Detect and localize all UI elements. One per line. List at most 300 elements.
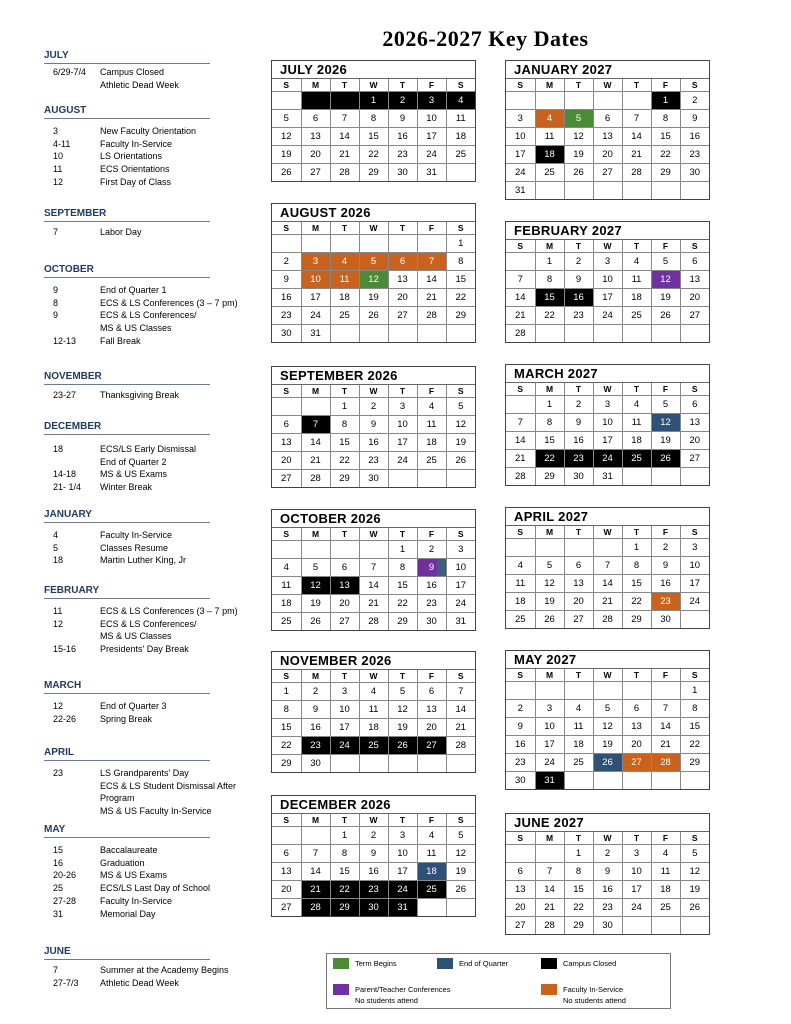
calendar-empty-cell bbox=[359, 235, 388, 253]
weekday-header: W bbox=[359, 79, 388, 92]
calendar-empty-cell bbox=[272, 398, 301, 416]
calendar-day: 16 bbox=[272, 289, 301, 307]
calendar-day: 11 bbox=[417, 416, 446, 434]
calendar-day: 19 bbox=[388, 719, 417, 737]
calendar-day: 13 bbox=[593, 128, 622, 146]
weekday-header: F bbox=[417, 814, 446, 827]
event-text: Faculty In-Service bbox=[100, 138, 173, 149]
calendar-day: 14 bbox=[535, 881, 564, 899]
calendar-day: 15 bbox=[446, 271, 475, 289]
section-january bbox=[44, 509, 214, 566]
calendar-day: 5 bbox=[680, 845, 709, 863]
calendar-month-title: JANUARY 2027 bbox=[506, 61, 709, 79]
calendar-day: 14 bbox=[506, 432, 535, 450]
calendar-day: 9 bbox=[564, 271, 593, 289]
calendar-day: 8 bbox=[272, 701, 301, 719]
calendar-day: 16 bbox=[417, 577, 446, 595]
calendar-day: 30 bbox=[680, 164, 709, 182]
calendar-day: 16 bbox=[680, 128, 709, 146]
calendar-day: 26 bbox=[651, 450, 680, 468]
calendar-day: 2 bbox=[388, 92, 417, 110]
calendar-day: 21 bbox=[506, 307, 535, 325]
weekday-header: F bbox=[651, 79, 680, 92]
calendar-day: 5 bbox=[359, 253, 388, 271]
calendar-day: 18 bbox=[651, 881, 680, 899]
calendar-day: 14 bbox=[359, 577, 388, 595]
calendar-day: 8 bbox=[446, 253, 475, 271]
calendar-day: 5 bbox=[564, 110, 593, 128]
event-date: 11 bbox=[53, 164, 63, 175]
legend-sublabel: No students attend bbox=[355, 996, 418, 1005]
weekday-header: S bbox=[506, 240, 535, 253]
calendar-day: 11 bbox=[622, 414, 651, 432]
calendar-day: 8 bbox=[680, 700, 709, 718]
calendar-day: 17 bbox=[680, 575, 709, 593]
calendar-day: 25 bbox=[272, 613, 301, 631]
section-title: FEBRUARY bbox=[44, 585, 210, 599]
event-text: MS & US Faculty In-Service bbox=[100, 806, 212, 817]
calendar-day: 13 bbox=[388, 271, 417, 289]
calendar-empty-cell bbox=[417, 235, 446, 253]
calendar-day: 19 bbox=[301, 595, 330, 613]
calendar-day: 27 bbox=[593, 164, 622, 182]
calendar-day: 30 bbox=[388, 164, 417, 182]
calendar-empty-cell bbox=[535, 325, 564, 343]
calendar-day: 11 bbox=[622, 271, 651, 289]
calendar-day: 27 bbox=[506, 917, 535, 935]
event-text: End of Quarter 2 bbox=[100, 456, 167, 467]
calendar-november-2026 bbox=[271, 651, 476, 773]
legend-swatch bbox=[541, 984, 557, 995]
event-date: 20-26 bbox=[53, 870, 77, 881]
legend-swatch bbox=[541, 958, 557, 969]
event-date: 15-16 bbox=[53, 644, 77, 655]
calendar-day: 3 bbox=[446, 541, 475, 559]
calendar-day: 1 bbox=[388, 541, 417, 559]
calendar-empty-cell bbox=[272, 92, 301, 110]
calendar-day: 11 bbox=[417, 845, 446, 863]
calendar-empty-cell bbox=[272, 827, 301, 845]
calendar-day: 26 bbox=[388, 737, 417, 755]
event-date: 22-26 bbox=[53, 713, 77, 724]
calendar-day: 18 bbox=[506, 593, 535, 611]
weekday-header: S bbox=[272, 528, 301, 541]
calendar-day: 9 bbox=[301, 701, 330, 719]
event-date: 3 bbox=[53, 126, 59, 136]
calendar-april-2027 bbox=[505, 507, 710, 629]
event-text: MS & US Exams bbox=[100, 469, 168, 480]
calendar-day: 9 bbox=[593, 863, 622, 881]
calendar-day: 28 bbox=[593, 611, 622, 629]
calendar-day: 4 bbox=[417, 827, 446, 845]
calendar-day: 20 bbox=[680, 432, 709, 450]
event-date: 4 bbox=[53, 530, 59, 540]
calendar-empty-cell bbox=[651, 682, 680, 700]
calendar-day: 20 bbox=[388, 289, 417, 307]
calendar-day: 2 bbox=[593, 845, 622, 863]
calendar-day: 9 bbox=[651, 557, 680, 575]
weekday-header: T bbox=[564, 832, 593, 845]
event-text: ECS/LS Last Day of School bbox=[100, 883, 211, 894]
event-text: ECS & LS Student Dismissal After bbox=[100, 780, 237, 791]
event-date: 27-28 bbox=[53, 895, 77, 906]
event-text: Labor Day bbox=[100, 227, 142, 237]
calendar-day: 10 bbox=[388, 416, 417, 434]
calendar-day: 25 bbox=[535, 164, 564, 182]
calendar-day: 6 bbox=[680, 253, 709, 271]
calendar-day: 4 bbox=[272, 559, 301, 577]
event-date: 23-27 bbox=[53, 390, 77, 400]
section-february bbox=[44, 585, 238, 655]
calendar-day: 20 bbox=[417, 719, 446, 737]
calendar-day: 22 bbox=[564, 899, 593, 917]
calendar-day: 10 bbox=[301, 271, 330, 289]
calendar-empty-cell bbox=[301, 235, 330, 253]
event-text: LS Orientations bbox=[100, 151, 163, 162]
calendar-february-2027 bbox=[505, 221, 710, 343]
calendar-day: 1 bbox=[446, 235, 475, 253]
section-november bbox=[44, 371, 214, 400]
legend-swatch bbox=[333, 984, 349, 995]
calendar-empty-cell bbox=[651, 772, 680, 790]
calendar-day: 26 bbox=[272, 164, 301, 182]
calendar-day: 10 bbox=[593, 414, 622, 432]
calendar-day: 8 bbox=[388, 559, 417, 577]
event-date: 27-7/3 bbox=[53, 977, 79, 988]
calendar-day: 18 bbox=[564, 736, 593, 754]
calendar-empty-cell bbox=[680, 772, 709, 790]
calendar-day: 7 bbox=[506, 271, 535, 289]
calendar-day: 24 bbox=[680, 593, 709, 611]
calendar-day: 14 bbox=[301, 434, 330, 452]
calendar-day: 13 bbox=[506, 881, 535, 899]
calendar-day: 11 bbox=[564, 718, 593, 736]
calendar-day: 3 bbox=[388, 827, 417, 845]
calendar-empty-cell bbox=[593, 182, 622, 200]
calendar-day: 23 bbox=[651, 593, 680, 611]
calendar-day: 22 bbox=[388, 595, 417, 613]
section-title: AUGUST bbox=[44, 105, 210, 119]
weekday-header: W bbox=[359, 670, 388, 683]
weekday-header: M bbox=[535, 79, 564, 92]
calendar-day: 12 bbox=[359, 271, 388, 289]
event-text: MS & US Classes bbox=[100, 631, 172, 642]
calendar-day: 24 bbox=[301, 307, 330, 325]
weekday-header: W bbox=[593, 383, 622, 396]
calendar-day: 28 bbox=[417, 307, 446, 325]
weekday-header: S bbox=[680, 832, 709, 845]
calendar-day: 19 bbox=[446, 863, 475, 881]
calendar-day: 29 bbox=[535, 468, 564, 486]
weekday-header: M bbox=[535, 383, 564, 396]
event-date: 10 bbox=[53, 151, 64, 162]
calendar-empty-cell bbox=[622, 682, 651, 700]
calendar-empty-cell bbox=[388, 470, 417, 488]
weekday-header: S bbox=[680, 79, 709, 92]
event-text: MS & US Exams bbox=[100, 870, 168, 881]
weekday-header: S bbox=[272, 814, 301, 827]
calendar-day: 1 bbox=[535, 253, 564, 271]
weekday-header: F bbox=[651, 526, 680, 539]
calendar-day: 14 bbox=[593, 575, 622, 593]
weekday-header: M bbox=[301, 385, 330, 398]
calendar-may-2027 bbox=[505, 650, 710, 790]
calendar-day: 2 bbox=[680, 92, 709, 110]
calendar-day: 7 bbox=[330, 110, 359, 128]
calendar-day: 25 bbox=[564, 754, 593, 772]
calendar-day: 17 bbox=[593, 432, 622, 450]
calendar-day: 10 bbox=[417, 110, 446, 128]
calendar-day: 22 bbox=[272, 737, 301, 755]
calendar-day: 5 bbox=[651, 396, 680, 414]
calendar-day: 3 bbox=[330, 683, 359, 701]
calendar-day: 19 bbox=[564, 146, 593, 164]
weekday-header: T bbox=[388, 670, 417, 683]
event-date: 25 bbox=[53, 883, 64, 894]
calendar-day: 23 bbox=[359, 452, 388, 470]
calendar-day: 15 bbox=[272, 719, 301, 737]
calendar-day: 11 bbox=[272, 577, 301, 595]
calendar-day: 7 bbox=[446, 683, 475, 701]
calendar-day: 9 bbox=[359, 416, 388, 434]
calendar-month-title: MARCH 2027 bbox=[506, 365, 709, 383]
calendar-day: 12 bbox=[535, 575, 564, 593]
calendar-day: 6 bbox=[330, 559, 359, 577]
weekday-header: S bbox=[446, 222, 475, 235]
calendar-empty-cell bbox=[446, 470, 475, 488]
calendar-day: 15 bbox=[680, 718, 709, 736]
event-text: Fall Break bbox=[100, 335, 141, 346]
calendar-day: 23 bbox=[272, 307, 301, 325]
calendar-day: 12 bbox=[388, 701, 417, 719]
calendar-day: 12 bbox=[651, 414, 680, 432]
weekday-header: S bbox=[506, 669, 535, 682]
calendar-day: 22 bbox=[446, 289, 475, 307]
calendar-empty-cell bbox=[506, 845, 535, 863]
calendar-empty-cell bbox=[593, 539, 622, 557]
calendar-day: 27 bbox=[680, 450, 709, 468]
weekday-header: T bbox=[330, 528, 359, 541]
weekday-header: M bbox=[301, 814, 330, 827]
section-april bbox=[44, 747, 237, 817]
calendar-empty-cell bbox=[564, 682, 593, 700]
calendar-day: 7 bbox=[593, 557, 622, 575]
calendar-day: 31 bbox=[388, 899, 417, 917]
calendar-empty-cell bbox=[651, 182, 680, 200]
event-date: 12 bbox=[53, 701, 64, 711]
calendar-day: 2 bbox=[301, 683, 330, 701]
calendar-day: 1 bbox=[330, 398, 359, 416]
calendar-empty-cell bbox=[535, 92, 564, 110]
calendar-day: 6 bbox=[301, 110, 330, 128]
weekday-header: T bbox=[564, 79, 593, 92]
calendar-day: 20 bbox=[272, 452, 301, 470]
calendar-day: 2 bbox=[359, 398, 388, 416]
calendar-day: 9 bbox=[564, 414, 593, 432]
legend bbox=[326, 953, 671, 1009]
calendar-day: 5 bbox=[388, 683, 417, 701]
weekday-header: T bbox=[330, 385, 359, 398]
calendar-day: 17 bbox=[622, 881, 651, 899]
calendar-day: 17 bbox=[593, 289, 622, 307]
calendar-day: 22 bbox=[359, 146, 388, 164]
calendar-day: 11 bbox=[651, 863, 680, 881]
event-text: Memorial Day bbox=[100, 908, 156, 919]
calendar-day: 21 bbox=[622, 146, 651, 164]
event-text: ECS & LS Conferences (3 – 7 pm) bbox=[100, 297, 238, 308]
calendar-day: 3 bbox=[417, 92, 446, 110]
calendar-empty-cell bbox=[593, 772, 622, 790]
calendar-empty-cell bbox=[622, 92, 651, 110]
weekday-header: S bbox=[272, 222, 301, 235]
calendar-empty-cell bbox=[359, 541, 388, 559]
event-date: 15 bbox=[53, 845, 64, 855]
event-text: Program bbox=[100, 793, 135, 804]
calendar-day: 12 bbox=[680, 863, 709, 881]
legend-sublabel: No students attend bbox=[563, 996, 626, 1005]
calendar-day: 15 bbox=[535, 289, 564, 307]
weekday-header: T bbox=[622, 383, 651, 396]
calendar-month-title: MAY 2027 bbox=[506, 651, 709, 669]
event-text: Spring Break bbox=[100, 713, 153, 724]
legend-label: Parent/Teacher Conferences bbox=[355, 985, 451, 994]
event-date: 11 bbox=[53, 606, 63, 616]
event-date: 7 bbox=[53, 965, 59, 975]
calendar-empty-cell bbox=[301, 827, 330, 845]
calendar-day: 4 bbox=[417, 398, 446, 416]
calendar-day: 28 bbox=[506, 468, 535, 486]
calendar-empty-cell bbox=[622, 468, 651, 486]
calendar-day: 21 bbox=[359, 595, 388, 613]
calendar-day: 14 bbox=[301, 863, 330, 881]
calendar-day: 28 bbox=[301, 470, 330, 488]
weekday-header: T bbox=[388, 814, 417, 827]
weekday-header: M bbox=[301, 528, 330, 541]
calendar-day: 29 bbox=[330, 470, 359, 488]
calendar-day: 22 bbox=[622, 593, 651, 611]
legend-label: Faculty In-Service bbox=[563, 985, 624, 994]
event-date: 18 bbox=[53, 444, 64, 454]
legend-swatch bbox=[333, 958, 349, 969]
calendar-day: 29 bbox=[359, 164, 388, 182]
weekday-header: W bbox=[359, 814, 388, 827]
calendar-day: 4 bbox=[622, 253, 651, 271]
weekday-header: W bbox=[359, 528, 388, 541]
weekday-header: F bbox=[417, 222, 446, 235]
calendar-day: 7 bbox=[301, 845, 330, 863]
event-text: Campus Closed bbox=[100, 67, 165, 77]
calendar-day: 23 bbox=[506, 754, 535, 772]
weekday-header: M bbox=[535, 832, 564, 845]
calendar-day: 18 bbox=[417, 863, 446, 881]
event-date: 21- 1/4 bbox=[53, 482, 82, 493]
calendar-day: 18 bbox=[359, 719, 388, 737]
calendar-day: 12 bbox=[446, 416, 475, 434]
calendar-day: 9 bbox=[506, 718, 535, 736]
calendar-day: 5 bbox=[301, 559, 330, 577]
calendar-empty-cell bbox=[680, 611, 709, 629]
event-text: Martin Luther King, Jr bbox=[100, 555, 187, 566]
calendar-day: 6 bbox=[272, 416, 301, 434]
calendar-empty-cell bbox=[388, 235, 417, 253]
weekday-header: F bbox=[651, 383, 680, 396]
calendar-day: 9 bbox=[680, 110, 709, 128]
weekday-header: F bbox=[651, 669, 680, 682]
weekday-header: M bbox=[535, 526, 564, 539]
event-date: 9 bbox=[53, 310, 59, 321]
event-text: ECS & LS Conferences/ bbox=[100, 310, 197, 321]
calendar-day: 27 bbox=[564, 611, 593, 629]
section-title: SEPTEMBER bbox=[44, 208, 210, 222]
calendar-day: 1 bbox=[272, 683, 301, 701]
calendar-day: 6 bbox=[417, 683, 446, 701]
calendar-day: 29 bbox=[446, 307, 475, 325]
weekday-header: T bbox=[622, 79, 651, 92]
weekday-header: T bbox=[564, 526, 593, 539]
event-text: Graduation bbox=[100, 857, 145, 868]
calendar-day: 12 bbox=[564, 128, 593, 146]
calendar-day: 20 bbox=[593, 146, 622, 164]
calendar-day: 26 bbox=[564, 164, 593, 182]
calendar-day: 9 bbox=[272, 271, 301, 289]
calendar-day: 16 bbox=[564, 289, 593, 307]
calendar-empty-cell bbox=[330, 92, 359, 110]
calendar-day: 4 bbox=[564, 700, 593, 718]
calendar-month-title: NOVEMBER 2026 bbox=[272, 652, 475, 670]
calendar-day: 4 bbox=[359, 683, 388, 701]
calendar-day: 5 bbox=[535, 557, 564, 575]
section-title: JULY bbox=[44, 50, 210, 64]
calendar-day: 13 bbox=[622, 718, 651, 736]
calendar-december-2026 bbox=[271, 795, 476, 917]
calendar-day: 23 bbox=[359, 881, 388, 899]
calendar-day: 28 bbox=[535, 917, 564, 935]
weekday-header: S bbox=[506, 79, 535, 92]
event-date: 16 bbox=[53, 857, 64, 868]
calendar-day: 11 bbox=[446, 110, 475, 128]
calendar-day: 26 bbox=[446, 452, 475, 470]
calendar-day: 28 bbox=[359, 613, 388, 631]
calendar-day: 7 bbox=[535, 863, 564, 881]
calendar-day: 6 bbox=[564, 557, 593, 575]
calendar-day: 21 bbox=[301, 452, 330, 470]
calendar-day: 12 bbox=[446, 845, 475, 863]
calendar-day: 23 bbox=[417, 595, 446, 613]
calendar-day: 25 bbox=[651, 899, 680, 917]
calendar-day: 5 bbox=[272, 110, 301, 128]
calendar-day: 1 bbox=[651, 92, 680, 110]
calendar-day: 3 bbox=[680, 539, 709, 557]
calendar-day: 30 bbox=[359, 899, 388, 917]
calendar-day: 29 bbox=[272, 755, 301, 773]
section-july bbox=[44, 50, 214, 90]
weekday-header: S bbox=[272, 385, 301, 398]
calendar-day: 16 bbox=[651, 575, 680, 593]
weekday-header: S bbox=[272, 670, 301, 683]
calendar-empty-cell bbox=[359, 325, 388, 343]
section-title: JANUARY bbox=[44, 509, 210, 523]
calendar-day: 10 bbox=[506, 128, 535, 146]
calendar-day: 17 bbox=[446, 577, 475, 595]
calendar-empty-cell bbox=[330, 235, 359, 253]
weekday-header: T bbox=[622, 240, 651, 253]
calendar-day: 5 bbox=[446, 827, 475, 845]
calendar-empty-cell bbox=[535, 682, 564, 700]
calendar-empty-cell bbox=[417, 470, 446, 488]
calendar-day: 3 bbox=[622, 845, 651, 863]
calendar-day: 17 bbox=[301, 289, 330, 307]
calendar-empty-cell bbox=[301, 92, 330, 110]
